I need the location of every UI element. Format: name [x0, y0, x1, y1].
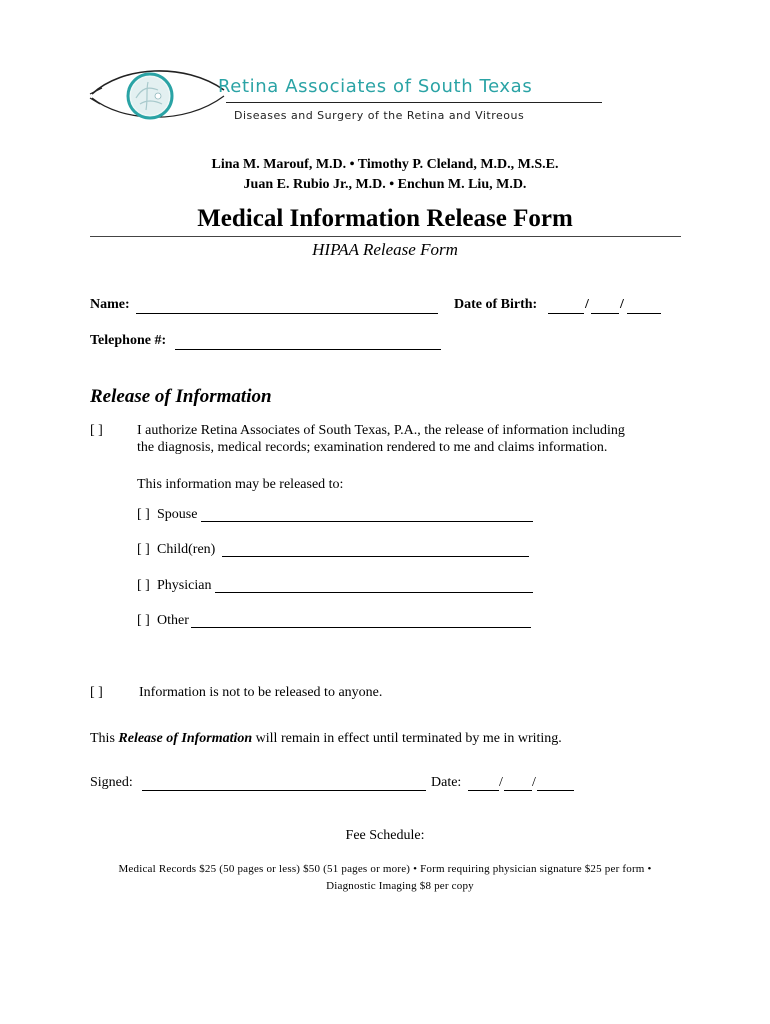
- signature-field[interactable]: [142, 790, 426, 791]
- other-field[interactable]: [191, 627, 531, 628]
- date-slash-2: /: [532, 775, 536, 790]
- effect-emphasis: Release of Information: [118, 731, 253, 746]
- effect-statement: [90, 731, 562, 747]
- doctors-line-1: Lina M. Marouf, M.D. • Timothy P. Cleland, M.D., M.S.E.: [211, 157, 559, 172]
- telephone-field[interactable]: [175, 349, 441, 350]
- spouse-field[interactable]: [201, 521, 533, 522]
- spouse-checkbox[interactable]: [ ]: [137, 507, 150, 522]
- children-field[interactable]: [222, 556, 529, 557]
- physician-label: Physician: [157, 578, 212, 593]
- physician-checkbox[interactable]: [ ]: [137, 578, 150, 593]
- fee-schedule-title: Fee Schedule:: [345, 828, 425, 843]
- section-heading-release: Release of Information: [90, 386, 272, 407]
- dob-label: Date of Birth:: [454, 297, 538, 312]
- practice-tagline: Diseases and Surgery of the Retina and Vitreous: [234, 109, 525, 122]
- children-label: Child(ren): [157, 542, 216, 557]
- other-checkbox[interactable]: [ ]: [137, 613, 150, 628]
- date-month-field[interactable]: [468, 790, 499, 791]
- telephone-label: Telephone #:: [90, 333, 167, 348]
- doctors-line-2: Juan E. Rubio Jr., M.D. • Enchun M. Liu, M.D.: [243, 177, 527, 192]
- title-divider: [90, 236, 681, 237]
- children-checkbox[interactable]: [ ]: [137, 542, 150, 557]
- date-year-field[interactable]: [537, 790, 574, 791]
- page-title: Medical Information Release Form: [197, 205, 573, 232]
- released-to-label: This information may be released to:: [137, 477, 344, 492]
- spouse-label: Spouse: [157, 507, 198, 522]
- dob-day-field[interactable]: [591, 313, 619, 314]
- dob-month-field[interactable]: [548, 313, 584, 314]
- signed-label: Signed:: [90, 775, 133, 790]
- fee-schedule-line-2: Diagnostic Imaging $8 per copy: [326, 880, 474, 892]
- fee-schedule-line-1: Medical Records $25 (50 pages or less) $50 (51 pages or more) • Form requiring physician signature $25 per form •: [118, 863, 652, 875]
- effect-prefix: This: [90, 731, 119, 746]
- date-label: Date:: [431, 775, 462, 790]
- name-field[interactable]: [136, 313, 438, 314]
- not-released-text: Information is not to be released to anyone.: [139, 685, 383, 700]
- date-slash-1: /: [499, 775, 503, 790]
- effect-suffix: will remain in effect until terminated by me in writing.: [252, 731, 562, 746]
- dob-slash-2: /: [620, 297, 624, 312]
- authorize-checkbox[interactable]: [ ]: [90, 423, 103, 438]
- dob-slash-1: /: [585, 297, 589, 312]
- logo-divider: [226, 102, 602, 103]
- date-day-field[interactable]: [504, 790, 532, 791]
- eye-logo-icon: [88, 64, 228, 130]
- physician-field[interactable]: [215, 592, 533, 593]
- authorize-text-line-2: the diagnosis, medical records; examination rendered to me and claims information.: [137, 440, 608, 455]
- page-subtitle: HIPAA Release Form: [312, 240, 458, 259]
- other-label: Other: [157, 613, 189, 628]
- dob-year-field[interactable]: [627, 313, 661, 314]
- authorize-text-line-1: I authorize Retina Associates of South Texas, P.A., the release of information including: [137, 423, 625, 438]
- name-label: Name:: [90, 297, 130, 312]
- practice-name: Retina Associates of South Texas: [218, 76, 533, 97]
- not-released-checkbox[interactable]: [ ]: [90, 685, 103, 700]
